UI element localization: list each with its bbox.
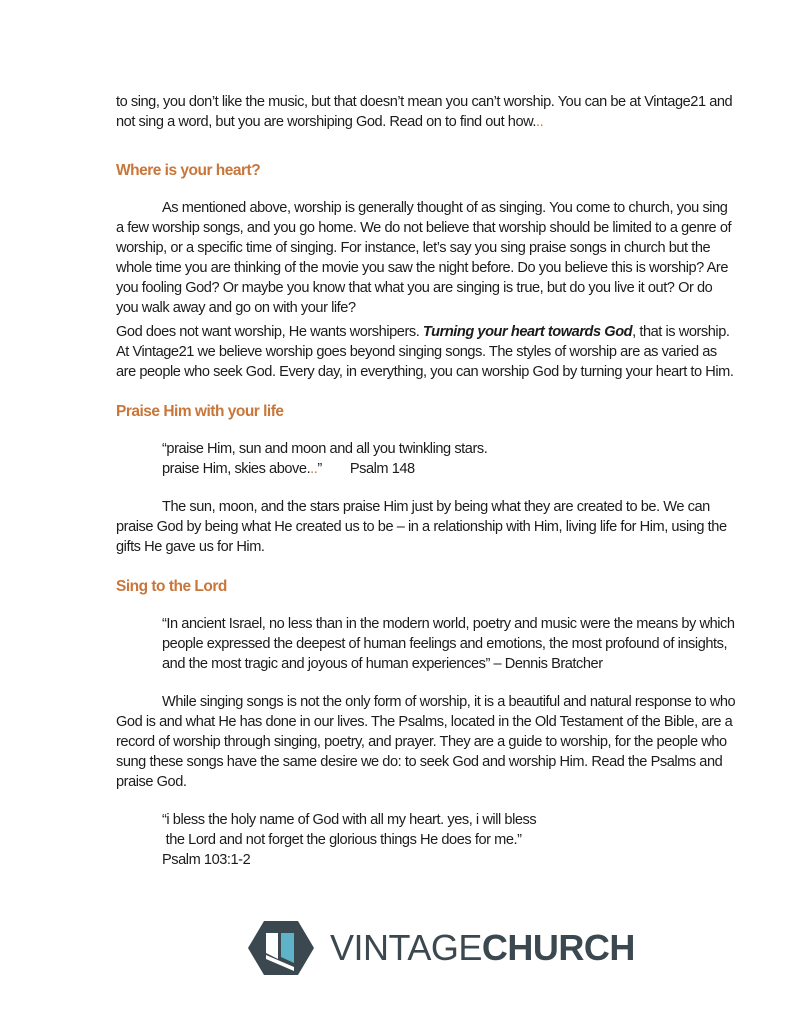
quote-line: “praise Him, sun and moon and all you twinkling stars.: [162, 441, 488, 457]
heading-where-is-your-heart: Where is your heart?: [116, 162, 261, 179]
logo-badge-icon: [248, 919, 314, 977]
document-body: [116, 92, 736, 870]
section2-paragraph: The sun, moon, and the stars praise Him just by being what they are created to be. We can praise God by being what He created us to be – in a relationship with Him, living life for Him, using the gifts He gave us for Him.: [116, 499, 727, 555]
intro-trail: ..: [536, 114, 544, 130]
logo-wordmark: VINTAGECHURCH: [330, 927, 635, 968]
quote-reference: Psalm 103:1-2: [162, 852, 251, 868]
quote-reference: Psalm 148: [349, 461, 415, 477]
emphasis-turning-heart: Turning your heart towards God: [422, 324, 633, 340]
bratcher-quote: “In ancient Israel, no less than in the modern world, poetry and music were the means by which people expressed the deepest of human feelings and emotions, the most profound of insights, and the most tragic and joyous of human experiences” – Dennis Bratcher: [162, 616, 735, 672]
psalm-103-quote: [162, 810, 736, 870]
vintage-church-logo: [248, 918, 635, 978]
heading-sing-to-the-lord: Sing to the Lord: [116, 578, 227, 595]
section3-paragraph: While singing songs is not the only form of worship, it is a beautiful and natural response to who God is and what He has done in our lives. The Psalms, located in the Old Testament of the Bible, are a record of worship through singing, poetry, and prayer. They are a guide to worship, for the people who sung these songs have the same desire we do: to seek God and worship Him. Read the Psalms and praise God.: [116, 694, 736, 790]
section1-paragraph1: As mentioned above, worship is generally thought of as singing. You come to church, you sing a few worship songs, and you go home. We do not believe that worship should be limited to a genre of worship, or a specific time of singing. For instance, let’s say you sing praise songs in church but the whole time you are thinking of the movie you saw the night before. Do you believe this is worship? Are you fooling God? Or maybe you know that what you are singing is true, but do you live it out? Or do you walk away and go on with your life?: [116, 200, 732, 316]
heading-praise-him: Praise Him with your life: [116, 403, 284, 420]
section1-paragraph2: God does not want worship, He wants worshipers. Turning your heart towards God, that is worship. At Vintage21 we believe worship goes beyond singing songs. The styles of worship are as varied as are people who seek God. Every day, in everything, you can worship God by turning your heart to Him.: [116, 324, 734, 380]
intro-paragraph: to sing, you don’t like the music, but that doesn’t mean you can’t worship. You can be at Vintage21 and not sing a word, but you are worshiping God. Read on to find out how...: [116, 94, 733, 130]
quote-line: “i bless the holy name of God with all my heart. yes, i will bless: [162, 812, 537, 828]
quote-line: the Lord and not forget the glorious things He does for me.”: [162, 832, 522, 848]
psalm-148-quote: [162, 439, 736, 479]
quote-line: praise Him, skies above...” Psalm 148: [162, 461, 415, 477]
